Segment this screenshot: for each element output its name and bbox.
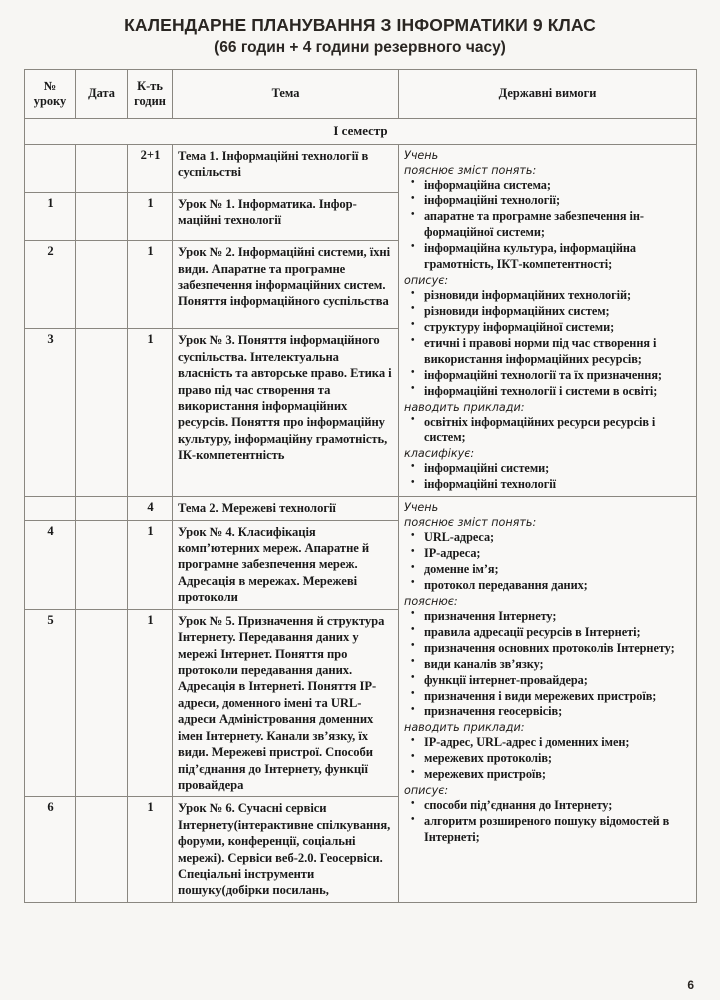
cell-hours: 1: [128, 241, 173, 329]
requirements-group-lead: пояснює:: [404, 594, 458, 608]
semester-band-row: [25, 118, 697, 144]
cell-theme: Урок № 5. Призначення й структура Інтернету. Передавання даних у мережі Інтернет. Поняття про протоколи передавання даних. Адресація в Інтернеті. Поняття IP-адреси, доменного імені та URL-адреси Адміністровання доменних імен Інтернету. Канали зв’язку, їх види. Мережеві пристрої. Способи під’єднання до Інтернету, функції провайдера: [173, 609, 399, 797]
cell-theme: Урок № 4. Класифікація комп’ютерних мереж. Апаратне й програмне забезпечення мереж. Адресація в мережах. Мережеві протоколи: [173, 520, 399, 609]
cell-date[interactable]: [76, 329, 128, 497]
cell-hours: 4: [128, 497, 173, 520]
list-item: • інформаційна система;: [404, 178, 692, 194]
page-subtitle: (66 годин + 4 години резервного часу): [214, 39, 506, 57]
table-header-row: [25, 69, 697, 118]
page-number: 6: [687, 978, 694, 992]
requirements-group-lead: наводить приклади:: [404, 721, 525, 735]
cell-theme: Тема 1. Інформаційні технології в суспільстві: [173, 144, 399, 192]
list-item: • різновиди інформаційних систем;: [404, 304, 692, 320]
list-item: • правила адресації ресурсів в Інтернеті;: [404, 625, 692, 641]
list-item: • алгоритм розширеного пошуку відомостей в Інтернеті;: [404, 814, 692, 846]
list-item: • апаратне та програмне забезпечення інформаційної системи;: [404, 209, 692, 241]
cell-lesson-number: [25, 497, 76, 520]
table-body: [25, 118, 697, 902]
requirements-group-lead: пояснює зміст понять:: [404, 516, 537, 530]
requirements-group-lead: описує:: [404, 784, 449, 798]
cell-state-requirements: [399, 144, 697, 497]
requirements-group-list: [404, 415, 692, 447]
semester-band-label: I семестр: [25, 118, 697, 144]
cell-lesson-number: 3: [25, 329, 76, 497]
cell-hours: 1: [128, 329, 173, 497]
cell-hours: 1: [128, 192, 173, 240]
cell-lesson-number: 2: [25, 241, 76, 329]
table-row: [25, 144, 697, 192]
requirements-group-lead: наводить приклади:: [404, 400, 525, 414]
list-item: • IP-адреса;: [404, 546, 692, 562]
table-row: [25, 497, 697, 520]
cell-hours: 1: [128, 520, 173, 609]
requirements-group-list: [404, 288, 692, 399]
list-item: • інформаційні системи;: [404, 461, 692, 477]
list-item: • інформаційні технології: [404, 477, 692, 493]
list-item: • інформаційні технології і системи в освіті;: [404, 384, 692, 400]
cell-date[interactable]: [76, 497, 128, 520]
column-header-hours: [128, 69, 173, 118]
list-item: • способи під’єднання до Інтернету;: [404, 798, 692, 814]
list-item: • призначення і види мережевих пристроїв;: [404, 689, 692, 705]
list-item: • протокол передавання даних;: [404, 578, 692, 594]
column-header-date: Дата: [76, 69, 128, 118]
requirements-student-label: Учень: [404, 501, 439, 515]
requirements-group-lead: пояснює зміст понять:: [404, 163, 537, 177]
cell-theme: Урок № 2. Інформаційні системи, їхні види. Апаратне та програмне забезпечення інформаційних систем. Поняття інформаційного суспільства: [173, 241, 399, 329]
table-header: [25, 69, 697, 118]
column-header-state-requirements: Державні вимоги: [399, 69, 697, 118]
requirements-group-list: [404, 530, 692, 594]
cell-lesson-number: 5: [25, 609, 76, 797]
page-title: КАЛЕНДАРНЕ ПЛАНУВАННЯ З ІНФОРМАТИКИ 9 КЛАС: [124, 15, 596, 35]
cell-hours: 1: [128, 609, 173, 797]
cell-theme: Урок № 1. Інформатика. Інформаційні технології: [173, 192, 399, 240]
list-item: • етичні і правові норми під час створення і використання інформаційних ресурсів;: [404, 336, 692, 368]
list-item: • мережевих протоколів;: [404, 751, 692, 767]
cell-theme: Урок № 3. Поняття інформаційного суспільства. Інтелектуальна власність та авторське право. Етика і право під час створення та використання інформаційних ресурсів. Поняття про інформаційну культуру, інформаційну грамотність, ІК-компетентність: [173, 329, 399, 497]
list-item: • IP-адрес, URL-адрес і доменних імен;: [404, 735, 692, 751]
requirements-group-list: [404, 461, 692, 493]
list-item: • призначення Інтернету;: [404, 609, 692, 625]
list-item: • різновиди інформаційних технологій;: [404, 288, 692, 304]
cell-theme: Урок № 6. Сучасні сервіси Інтернету(інтерактивне спілкування, форуми, конференції, соціальні мережі). Сервіси веб-2.0. Геосервіси. Спеціальні інструменти пошуку(добірки посилань,: [173, 797, 399, 903]
cell-date[interactable]: [76, 520, 128, 609]
list-item: • функції інтернет-провайдера;: [404, 673, 692, 689]
list-item: • інформаційні технології;: [404, 193, 692, 209]
cell-theme: Тема 2. Мережеві технології: [173, 497, 399, 520]
calendar-plan-table: [24, 69, 697, 903]
column-header-lesson-number-line1: №: [43, 78, 57, 93]
column-header-lesson-number: [25, 69, 76, 118]
cell-hours: 2+1: [128, 144, 173, 192]
cell-date[interactable]: [76, 797, 128, 903]
requirements-group-list: [404, 798, 692, 846]
column-header-hours-line1: К-ть: [137, 78, 163, 93]
column-header-lesson-number-line2: уроку: [33, 93, 67, 108]
list-item: • види каналів зв’язку;: [404, 657, 692, 673]
requirements-group-lead: описує:: [404, 274, 449, 288]
list-item: • призначення основних протоколів Інтернету;: [404, 641, 692, 657]
cell-hours: 1: [128, 797, 173, 903]
list-item: • структуру інформаційної системи;: [404, 320, 692, 336]
list-item: • інформаційна культура, інформаційна грамотність, ІКТ-компетентності;: [404, 241, 692, 273]
cell-date[interactable]: [76, 144, 128, 192]
cell-state-requirements: [399, 497, 697, 903]
requirements-student-label: Учень: [404, 148, 439, 162]
cell-date[interactable]: [76, 192, 128, 240]
list-item: • призначення геосервісів;: [404, 704, 692, 720]
column-header-hours-line2: годин: [134, 93, 166, 108]
cell-lesson-number: 6: [25, 797, 76, 903]
list-item: • освітніх інформаційних ресурси ресурсів і систем;: [404, 415, 692, 447]
requirements-group-lead: класифікує:: [404, 447, 475, 461]
column-header-theme: Тема: [173, 69, 399, 118]
requirements-group-list: [404, 178, 692, 274]
requirements-group-list: [404, 609, 692, 720]
list-item: • мережевих пристроїв;: [404, 767, 692, 783]
cell-lesson-number: 1: [25, 192, 76, 240]
list-item: • URL-адреса;: [404, 530, 692, 546]
requirements-group-list: [404, 735, 692, 783]
list-item: • інформаційні технології та їх призначення;: [404, 368, 692, 384]
cell-lesson-number: 4: [25, 520, 76, 609]
cell-date[interactable]: [76, 241, 128, 329]
cell-date[interactable]: [76, 609, 128, 797]
list-item: • доменне ім’я;: [404, 562, 692, 578]
cell-lesson-number: [25, 144, 76, 192]
